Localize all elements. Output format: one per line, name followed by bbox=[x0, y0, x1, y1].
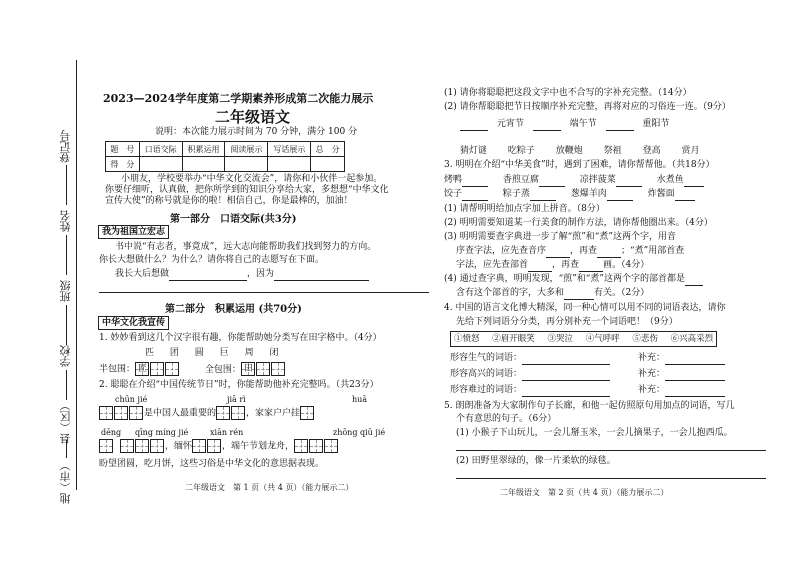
answer-blank[interactable] bbox=[665, 386, 725, 397]
q2-sub2: (2) 请你帮聪聪把节日按顺序补充完整，再将对应的习俗连一连。（9分） bbox=[444, 102, 731, 112]
binding-label-school: 学校 bbox=[59, 345, 72, 367]
part1-prompt-b: ，因为 bbox=[247, 269, 275, 279]
score-input-cell[interactable] bbox=[311, 157, 345, 172]
score-head-cell: 口语交际 bbox=[139, 142, 182, 157]
q5-answer-line-2[interactable] bbox=[456, 478, 766, 479]
q3-3-text: 序查字法，应先查音序 bbox=[456, 246, 547, 256]
q4-option: ④气呼呼 bbox=[585, 334, 620, 344]
q3-4-line2 bbox=[456, 287, 649, 300]
q2-text: 2. 聪聪在介绍“中国传统节日”时，你能帮助他补充完整吗。（共23分） bbox=[99, 380, 379, 390]
binding-label-name: 姓名 bbox=[59, 210, 72, 232]
festival-label: 重阳节 bbox=[642, 119, 670, 129]
q4-row-label: 形容生气的词语： bbox=[450, 353, 523, 363]
score-row-values bbox=[106, 157, 345, 172]
binding-margin bbox=[0, 0, 90, 561]
q4-row-label: 形容难过的词语： bbox=[450, 385, 523, 395]
tianzige-example bbox=[135, 362, 149, 376]
score-input-cell[interactable] bbox=[182, 157, 225, 172]
q3-3-text: 画。（4分） bbox=[603, 260, 650, 270]
q3-text: 3. 明明在介绍“中华美食”时，遇到了困难，请你帮帮他。（共18分） bbox=[444, 160, 715, 170]
pinyin-label: dēng bbox=[101, 428, 122, 437]
food-item: 烤鸭 bbox=[444, 175, 463, 185]
pinyin-label: jiā rì bbox=[227, 395, 246, 404]
part1-answer-line[interactable] bbox=[99, 292, 429, 293]
score-input-cell[interactable] bbox=[225, 157, 268, 172]
q4-line1: 4. 中国的语言文化博大精深，同一种心情可以用不同的词语表达，请你 bbox=[444, 303, 726, 313]
intro-line: 小朋友，学校要举办“中华文化交流会”，请你和小伙伴一起参加。 bbox=[121, 174, 383, 184]
tianzige-cell[interactable] bbox=[216, 406, 230, 420]
answer-blank[interactable] bbox=[665, 370, 725, 381]
q4-supplement-label: 补充： bbox=[638, 385, 666, 395]
q4-row-angry bbox=[450, 352, 725, 365]
q4-option: ②眉开眼笑 bbox=[492, 334, 535, 344]
q3-4-text: 有关。（2分） bbox=[594, 288, 650, 298]
q5-sentence1: (1) 小猴子下山玩儿，一会儿掰玉米，一会儿摘果子，一会儿抱西瓜。 bbox=[456, 428, 733, 438]
tianzige-cell[interactable] bbox=[150, 362, 164, 376]
q3-3-text: ，再查 bbox=[552, 260, 580, 270]
tianzige-cell[interactable] bbox=[99, 406, 113, 420]
intro-line: 宣传大使”的称号就是你的啦！相信自己，你是最棒的，加油！ bbox=[105, 196, 353, 206]
exam-instruction: 说明：本次能力展示时间为 70 分钟，满分 100 分 bbox=[155, 127, 358, 137]
score-head-cell: 总 分 bbox=[311, 142, 345, 157]
binding-label-id: 登记号 bbox=[59, 130, 72, 163]
binding-blank-county[interactable] bbox=[66, 440, 67, 458]
food-item: 粽子蒸 bbox=[502, 189, 530, 199]
answer-blank[interactable] bbox=[274, 270, 369, 281]
festival-row bbox=[460, 118, 675, 131]
score-input-cell[interactable] bbox=[139, 157, 182, 172]
example-char: 匠 bbox=[138, 364, 148, 374]
part1-prompt-a: 我长大后想做 bbox=[115, 269, 170, 279]
q1-char: 巨 bbox=[219, 348, 229, 358]
q3-3-line1: (3) 明明需要查字典进一步了解“煎”和“煮”这两个字，用音 bbox=[444, 232, 677, 242]
food-item: 饺子 bbox=[444, 189, 463, 199]
q4-row-label: 形容高兴的词语： bbox=[450, 369, 523, 379]
answer-blank[interactable] bbox=[579, 261, 603, 272]
q2-text-c: ，缅怀 bbox=[165, 441, 193, 452]
pinyin-blank[interactable] bbox=[616, 176, 642, 187]
tianzige-cell[interactable] bbox=[150, 439, 164, 453]
q3-1: (1) 请帮明明给加点字加上拼音。（8分） bbox=[444, 204, 605, 214]
q5-sentence2: (2) 田野里翠绿的，像一片柔软的绿毯。 bbox=[456, 456, 616, 466]
tianzige-cell[interactable] bbox=[135, 439, 149, 453]
binding-blank-name[interactable] bbox=[66, 235, 67, 275]
q3-3-text: ，再查 bbox=[570, 246, 598, 256]
q4-option: ⑤悲伤 bbox=[632, 334, 658, 344]
part1-heading: 第一部分 口语交际(共3分) bbox=[170, 214, 297, 225]
pinyin-label: xiān rén bbox=[210, 428, 244, 437]
q2-text-a: 是中国人最重要的 bbox=[144, 408, 217, 419]
tianzige-cell[interactable] bbox=[256, 362, 270, 376]
part2-tag: 中华文化我宣传 bbox=[98, 316, 169, 330]
tianzige-cell[interactable] bbox=[120, 439, 134, 453]
tianzige-cell[interactable] bbox=[99, 439, 113, 453]
q4-supplement-label: 补充： bbox=[638, 369, 666, 379]
page1-footer: 二年级语文 第 1 页（共 4 页）（能力展示二） bbox=[185, 483, 354, 492]
custom-item[interactable]: 登高 bbox=[642, 146, 661, 156]
q1-char: 匹 bbox=[145, 348, 155, 358]
customs-row bbox=[460, 145, 699, 158]
food-item: 水煮鱼 bbox=[656, 175, 684, 185]
tianzige-cell[interactable] bbox=[207, 439, 221, 453]
tianzige-cell[interactable] bbox=[324, 439, 338, 453]
intro-text bbox=[105, 174, 389, 207]
foods-row-1 bbox=[444, 174, 704, 187]
foods-row-2 bbox=[444, 188, 695, 201]
food-item: 葱爆羊肉 bbox=[570, 189, 607, 199]
q2-line3: 盼望团圆，吃月饼，这些习俗是中华文化的意思据表现。 bbox=[99, 459, 325, 469]
q3-2: (2) 明明需要知道某一行美食的制作方法，请你帮他圈出来。（4分） bbox=[444, 218, 713, 228]
part1-answer-row bbox=[115, 268, 369, 281]
q3-3-line2 bbox=[456, 245, 684, 258]
q1-half-label: 半包围： bbox=[99, 364, 136, 375]
q4-row-happy bbox=[450, 368, 725, 381]
binding-line bbox=[76, 60, 77, 490]
tianzige-cell[interactable] bbox=[294, 439, 308, 453]
intro-line: 你要仔细听，认真做，把你所学到的知识分享给大家，多想想“中华文化 bbox=[105, 185, 389, 195]
answer-blank[interactable] bbox=[522, 370, 610, 381]
q3-4-text: 含有这个部首的字，大多和 bbox=[456, 288, 565, 298]
festival-blank[interactable] bbox=[606, 120, 634, 131]
q1-chars bbox=[145, 347, 278, 360]
part1-tag: 我为祖国立宏志 bbox=[98, 225, 169, 239]
q2-text-d: ，端午节划龙舟， bbox=[222, 441, 295, 452]
q4-row-sad bbox=[450, 384, 725, 397]
pinyin-label: qīng míng jié bbox=[135, 428, 189, 437]
q3-4-text: (4) 通过查字典，明明发现，“煎”和“煮”这两个字的部首都是 bbox=[444, 274, 686, 284]
pinyin-blank[interactable] bbox=[607, 190, 633, 201]
answer-blank[interactable] bbox=[564, 289, 594, 300]
q4-option: ①愤怒 bbox=[454, 334, 480, 344]
q1-half-row bbox=[99, 362, 286, 377]
pinyin-blank[interactable] bbox=[530, 190, 556, 201]
q4-options-box bbox=[450, 331, 717, 347]
q3-3-text: 字法，应先查部首 bbox=[456, 260, 529, 270]
tianzige-cell[interactable] bbox=[192, 439, 206, 453]
food-item: 香煎豆腐 bbox=[502, 175, 539, 185]
q4-line2: 先给下列词语分分类，再分别补充一个词语吧！（9分） bbox=[456, 317, 678, 327]
answer-blank[interactable] bbox=[522, 386, 610, 397]
q4-option: ③哭泣 bbox=[547, 334, 573, 344]
q1-char: 周 bbox=[244, 348, 254, 358]
food-item: 炸酱面 bbox=[647, 189, 675, 199]
q5-line2: 个有意思的句子。（6分） bbox=[456, 414, 557, 424]
festival-blank[interactable] bbox=[533, 120, 561, 131]
tianzige-cell[interactable] bbox=[309, 439, 323, 453]
page-2 bbox=[440, 0, 785, 561]
q4-supplement-label: 补充： bbox=[638, 353, 666, 363]
q5-answer-line-1[interactable] bbox=[456, 450, 766, 451]
example-char: 田 bbox=[243, 364, 253, 374]
binding-label-city: 地（市） bbox=[59, 460, 72, 504]
festival-label: 元宵节 bbox=[496, 119, 524, 129]
part1-line1: 书中说“有志者，事竟成”，远大志向能帮助我们找到努力的方向。 bbox=[115, 242, 377, 252]
q2-sub1: (1) 请你将聪聪把这段文字中也不合写的字补充完整。（14分） bbox=[444, 88, 692, 98]
tianzige-example bbox=[241, 362, 255, 376]
score-table bbox=[105, 141, 345, 172]
custom-item[interactable]: 赏月 bbox=[681, 146, 700, 156]
binding-blank-class[interactable] bbox=[66, 305, 67, 345]
tianzige-cell[interactable] bbox=[300, 406, 314, 420]
pinyin-blank[interactable] bbox=[684, 176, 704, 187]
pinyin-blank[interactable] bbox=[462, 176, 488, 187]
festival-blank[interactable] bbox=[460, 120, 488, 131]
q1-char: 圆 bbox=[194, 348, 204, 358]
answer-blank[interactable] bbox=[546, 247, 570, 258]
q1-char: 团 bbox=[169, 348, 179, 358]
pinyin-label: chūn jié bbox=[115, 395, 148, 404]
custom-item[interactable]: 吃粽子 bbox=[507, 146, 535, 156]
exam-title: 2023—2024学年度第二学期素养形成第二次能力展示 bbox=[103, 92, 374, 105]
answer-blank[interactable] bbox=[528, 261, 552, 272]
answer-blank[interactable] bbox=[522, 354, 610, 365]
binding-blank-id[interactable] bbox=[66, 165, 67, 205]
score-head-cell: 积累运用 bbox=[182, 142, 225, 157]
tianzige-cell[interactable] bbox=[231, 406, 245, 420]
tianzige-cell[interactable] bbox=[129, 406, 143, 420]
q1-text: 1. 妙妙看到这几个汉字很有趣，你能帮助她分类写在田字格中。（4分） bbox=[99, 333, 382, 343]
pinyin-blank[interactable] bbox=[539, 176, 565, 187]
pinyin-label: zhōng qiū jié bbox=[333, 428, 386, 437]
q4-option: ⑥兴高采烈 bbox=[670, 334, 714, 344]
score-head-cell: 题 号 bbox=[106, 142, 140, 157]
score-input-cell[interactable] bbox=[268, 157, 311, 172]
score-head-cell: 写话展示 bbox=[268, 142, 311, 157]
exam-subject: 二年级语文 bbox=[215, 108, 291, 126]
pinyin-label: huā bbox=[352, 395, 368, 404]
festival-label: 端午节 bbox=[569, 119, 597, 129]
part1-line2: 你长大想做什么？为什么？请你将自己的志愿写在下面。 bbox=[99, 255, 325, 265]
part2-heading: 第二部分 积累运用 (共70分) bbox=[165, 304, 302, 315]
binding-label-county: 县（区） bbox=[59, 400, 72, 444]
binding-label-class: 班级 bbox=[59, 280, 72, 302]
q3-4-line1 bbox=[444, 273, 703, 286]
q3-3-text: ；“煮”用部首查 bbox=[621, 246, 685, 256]
custom-item[interactable]: 放鞭炮 bbox=[555, 146, 583, 156]
food-item: 凉拌菠菜 bbox=[579, 175, 616, 185]
page-1 bbox=[95, 0, 440, 561]
q2-line1 bbox=[99, 406, 315, 421]
answer-blank[interactable] bbox=[169, 270, 247, 281]
q2-text-b: ，家家户户挂 bbox=[246, 408, 301, 419]
score-head-cell: 阅读展示 bbox=[225, 142, 268, 157]
q3-3-line3 bbox=[456, 259, 649, 272]
custom-item[interactable]: 祭祖 bbox=[603, 146, 622, 156]
q2-line2 bbox=[99, 439, 339, 454]
pinyin-blank[interactable] bbox=[675, 190, 695, 201]
tianzige-cell[interactable] bbox=[271, 362, 285, 376]
score-label-cell: 得 分 bbox=[106, 157, 140, 172]
q1-full-label: 全包围： bbox=[204, 364, 241, 375]
answer-blank[interactable] bbox=[665, 354, 725, 365]
custom-item[interactable]: 猜灯谜 bbox=[460, 146, 488, 156]
page2-footer: 二年级语文 第 2 页（共 4 页）（能力展示二） bbox=[500, 488, 669, 497]
tianzige-cell[interactable] bbox=[114, 406, 128, 420]
score-row-header bbox=[106, 142, 345, 157]
q1-char: 闭 bbox=[269, 348, 279, 358]
q5-line1: 5. 朗朗准备为大家制作句子长廊，和他一起仿照原句用加点的词语，写几 bbox=[444, 401, 735, 411]
pinyin-blank[interactable] bbox=[462, 190, 488, 201]
tianzige-cell[interactable] bbox=[165, 362, 179, 376]
binding-blank-school[interactable] bbox=[66, 370, 67, 400]
answer-blank[interactable] bbox=[597, 247, 621, 258]
answer-blank[interactable] bbox=[685, 275, 703, 286]
